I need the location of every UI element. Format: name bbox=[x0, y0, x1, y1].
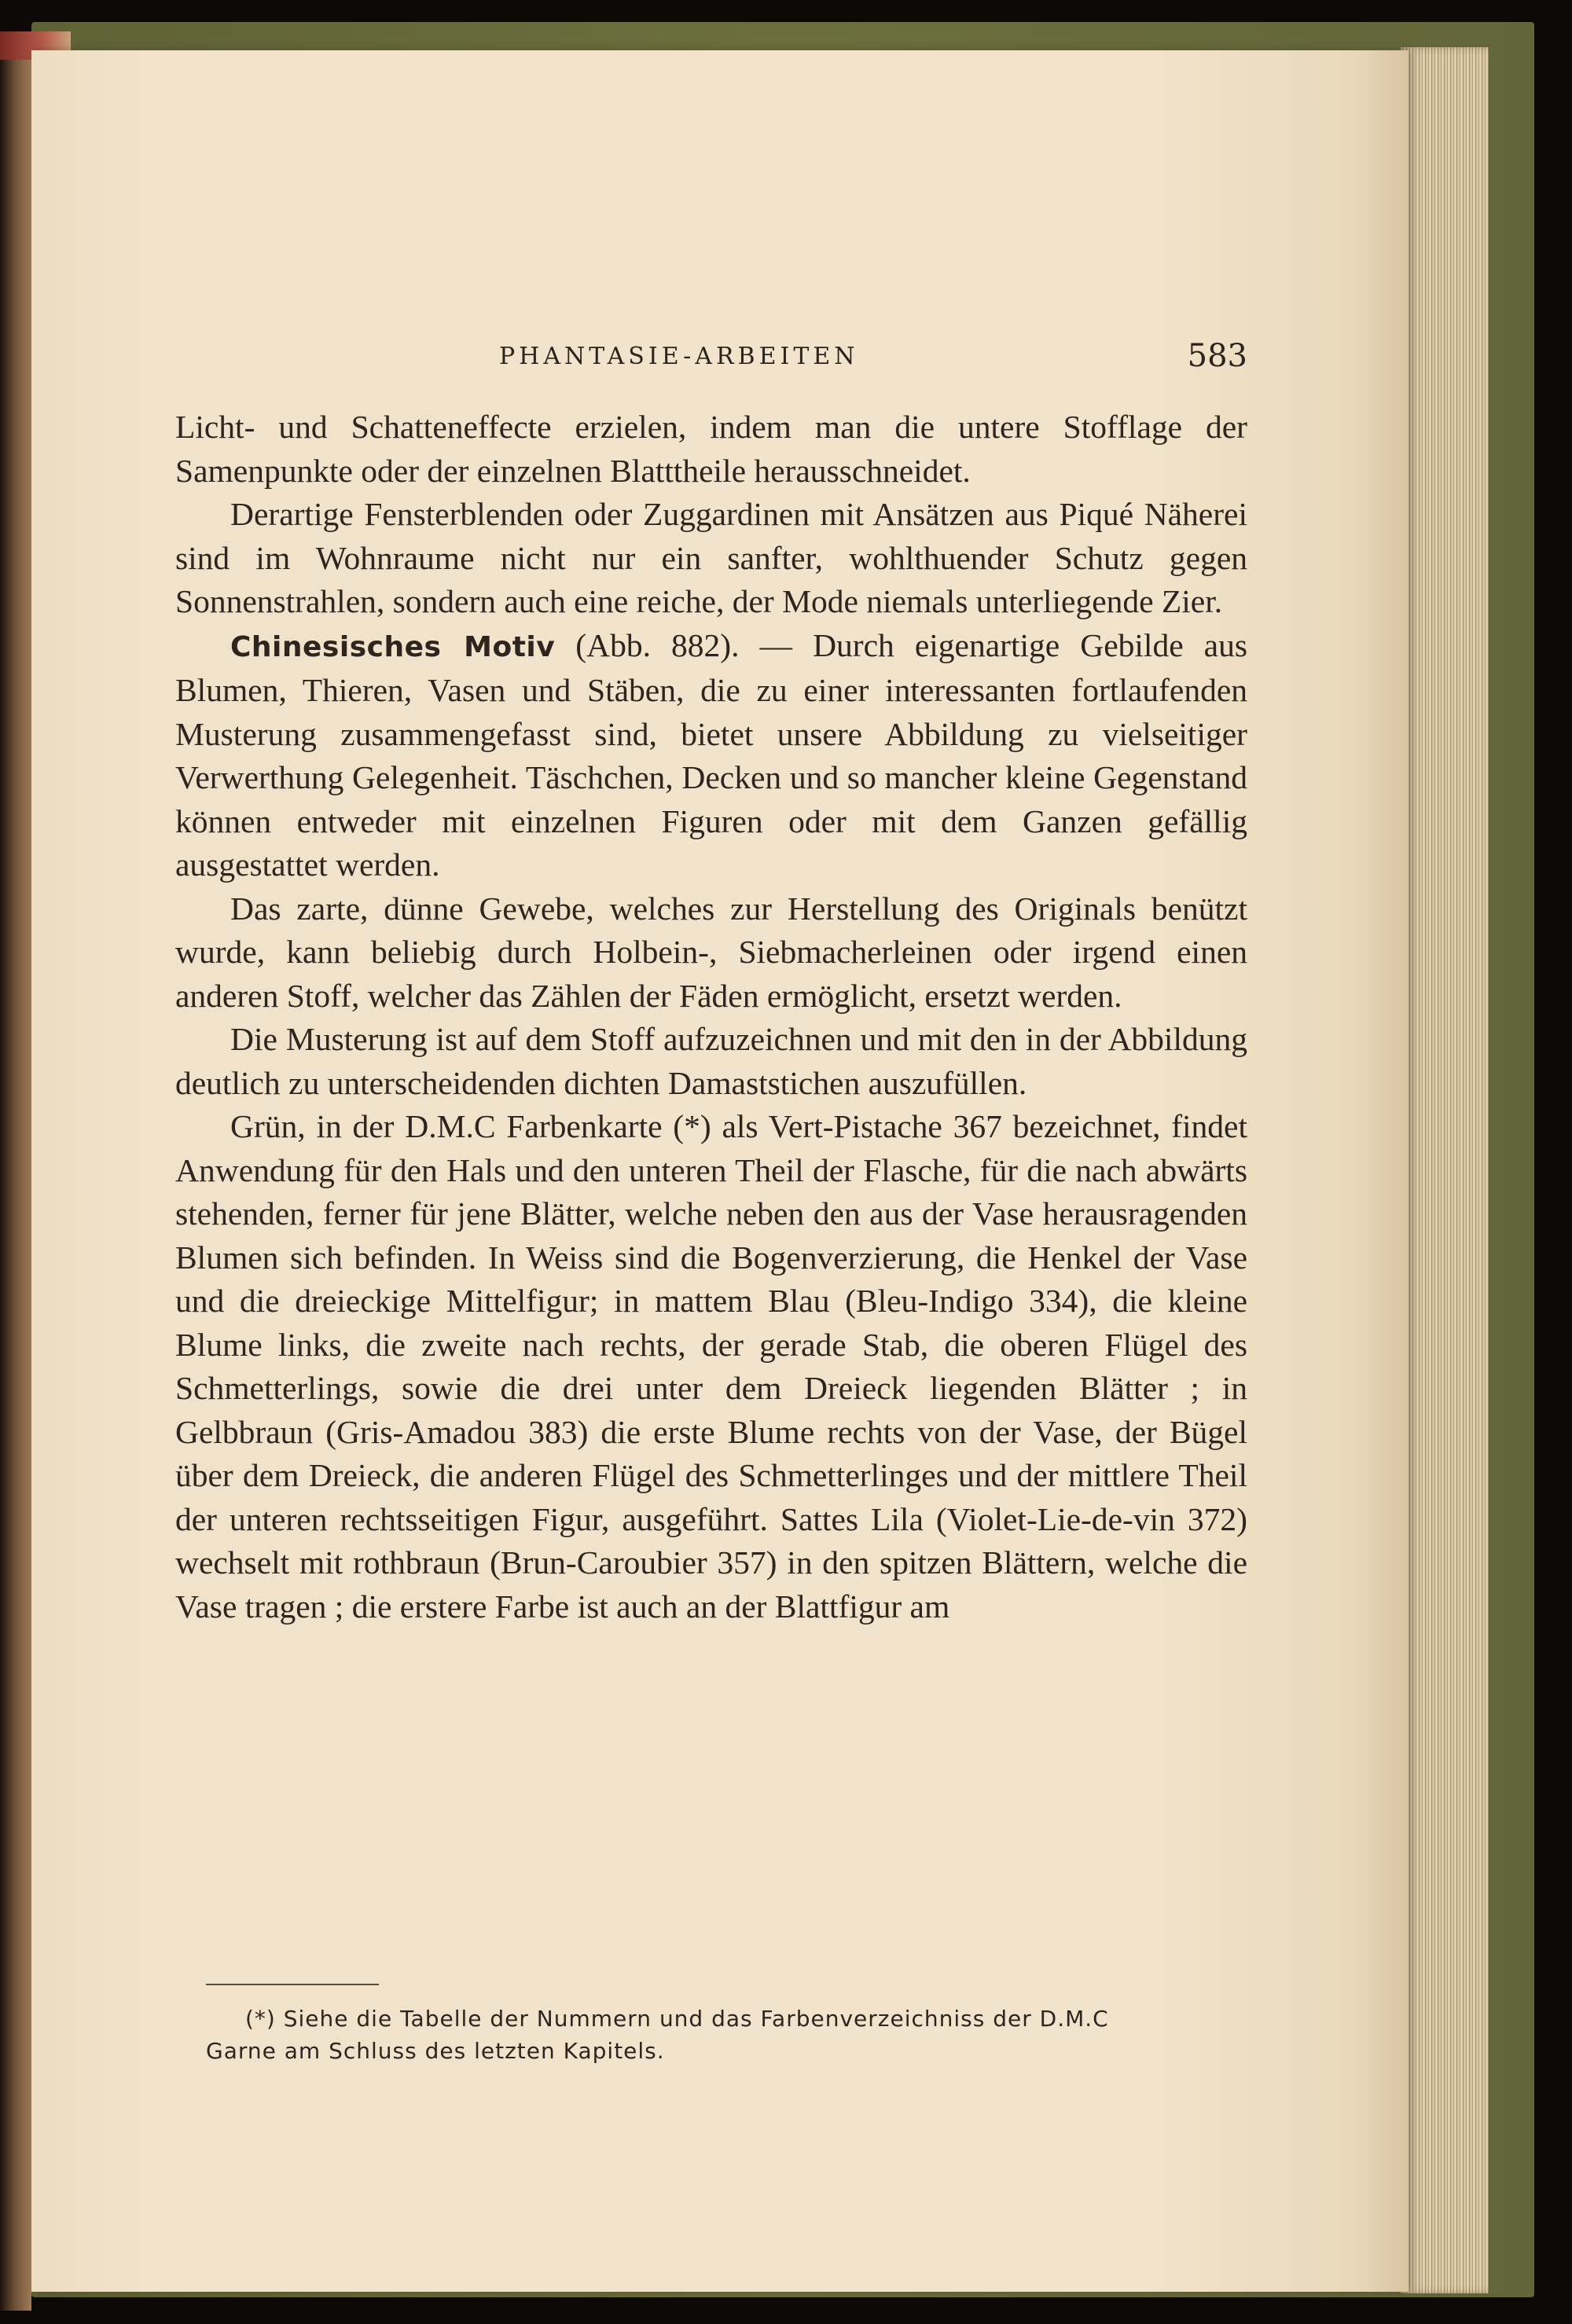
page-edges bbox=[1401, 47, 1489, 2293]
footnote-rule bbox=[206, 1984, 379, 1985]
footnote-line-2: Garne am Schluss des letzten Kapitels. bbox=[206, 2038, 665, 2064]
section-heading: Chinesisches Motiv bbox=[230, 630, 556, 663]
paragraph-5: Die Musterung ist auf dem Stoff aufzuzeichnen und mit den in der Abbildung deutlich zu unterscheidenden dichten Damaststichen auszufüllen. bbox=[175, 1021, 1247, 1101]
paragraph-4: Das zarte, dünne Gewebe, welches zur Herstellung des Originals benützt wurde, kann beliebig durch Holbein-, Siebmacherleinen oder irgend einen anderen Stoff, welcher das Zählen der Fäden ermöglicht, ersetzt werden. bbox=[175, 890, 1247, 1014]
running-title: PHANTASIE-ARBEITEN bbox=[499, 343, 859, 370]
footnote bbox=[206, 2003, 1251, 2067]
running-head bbox=[31, 338, 1283, 382]
previous-page-edge bbox=[0, 31, 31, 2311]
paragraph-3-text: (Abb. 882). — Durch eigenartige Gebilde aus Blumen, Thieren, Vasen und Stäben, die zu einer interessanten fortlaufenden Musterung zusammengefasst sind, bietet unsere Abbildung zu vielseitiger Verwerthung Gelegenheit. Täschchen, Decken und so mancher kleine Gegenstand können entweder mit einzelnen Figuren oder mit dem Ganzen gefällig ausgestattet werden. bbox=[175, 626, 1247, 883]
paragraph-6: Grün, in der D.M.C Farbenkarte (*) als Vert-Pistache 367 bezeichnet, findet Anwendung für den Hals und den unteren Theil der Flasche, für die nach abwärts stehenden, ferner für jene Blätter, welche neben den aus der Vase herausragenden Blumen sich befinden. In Weiss sind die Bogenverzierung, die Henkel der Vase und die dreieckige Mittelfigur; in mattem Blau (Bleu-Indigo 334), die kleine Blume links, die zweite nach rechts, der gerade Stab, die oberen Flügel des Schmetterlings, sowie die drei unter dem Dreieck liegenden Blätter ; in Gelbbraun (Gris-Amadou 383) die erste Blume rechts von der Vase, der Bügel über dem Dreieck, die anderen Flügel des Schmetterlinges und der mittlere Theil der unteren rechtsseitigen Figur, ausgeführt. Sattes Lila (Violet-Lie-de-vin 372) wechselt mit rothbraun (Brun-Caroubier 357) in den spitzen Blättern, welche die Vase tragen ; die erstere Farbe ist auch an der Blattfigur am bbox=[175, 1108, 1247, 1625]
paragraph-3 bbox=[175, 624, 1247, 887]
page-number: 583 bbox=[1187, 338, 1247, 374]
footnote-line-1: (*) Siehe die Tabelle der Nummern und das Farbenverzeichniss der D.M.C bbox=[245, 2006, 1109, 2032]
book-page bbox=[31, 50, 1409, 2292]
paragraph-2: Derartige Fensterblenden oder Zuggardinen mit Ansätzen aus Piqué Näherei sind im Wohnraume nicht nur ein sanfter, wohlthuender Schutz gegen Sonnenstrahlen, sondern auch eine reiche, der Mode niemals unterliegende Zier. bbox=[175, 496, 1247, 619]
body-text bbox=[175, 406, 1247, 1628]
paragraph-1: Licht- und Schatteneffecte erzielen, indem man die untere Stofflage der Samenpunkte oder der einzelnen Blatttheile herausschneidet. bbox=[175, 409, 1247, 489]
